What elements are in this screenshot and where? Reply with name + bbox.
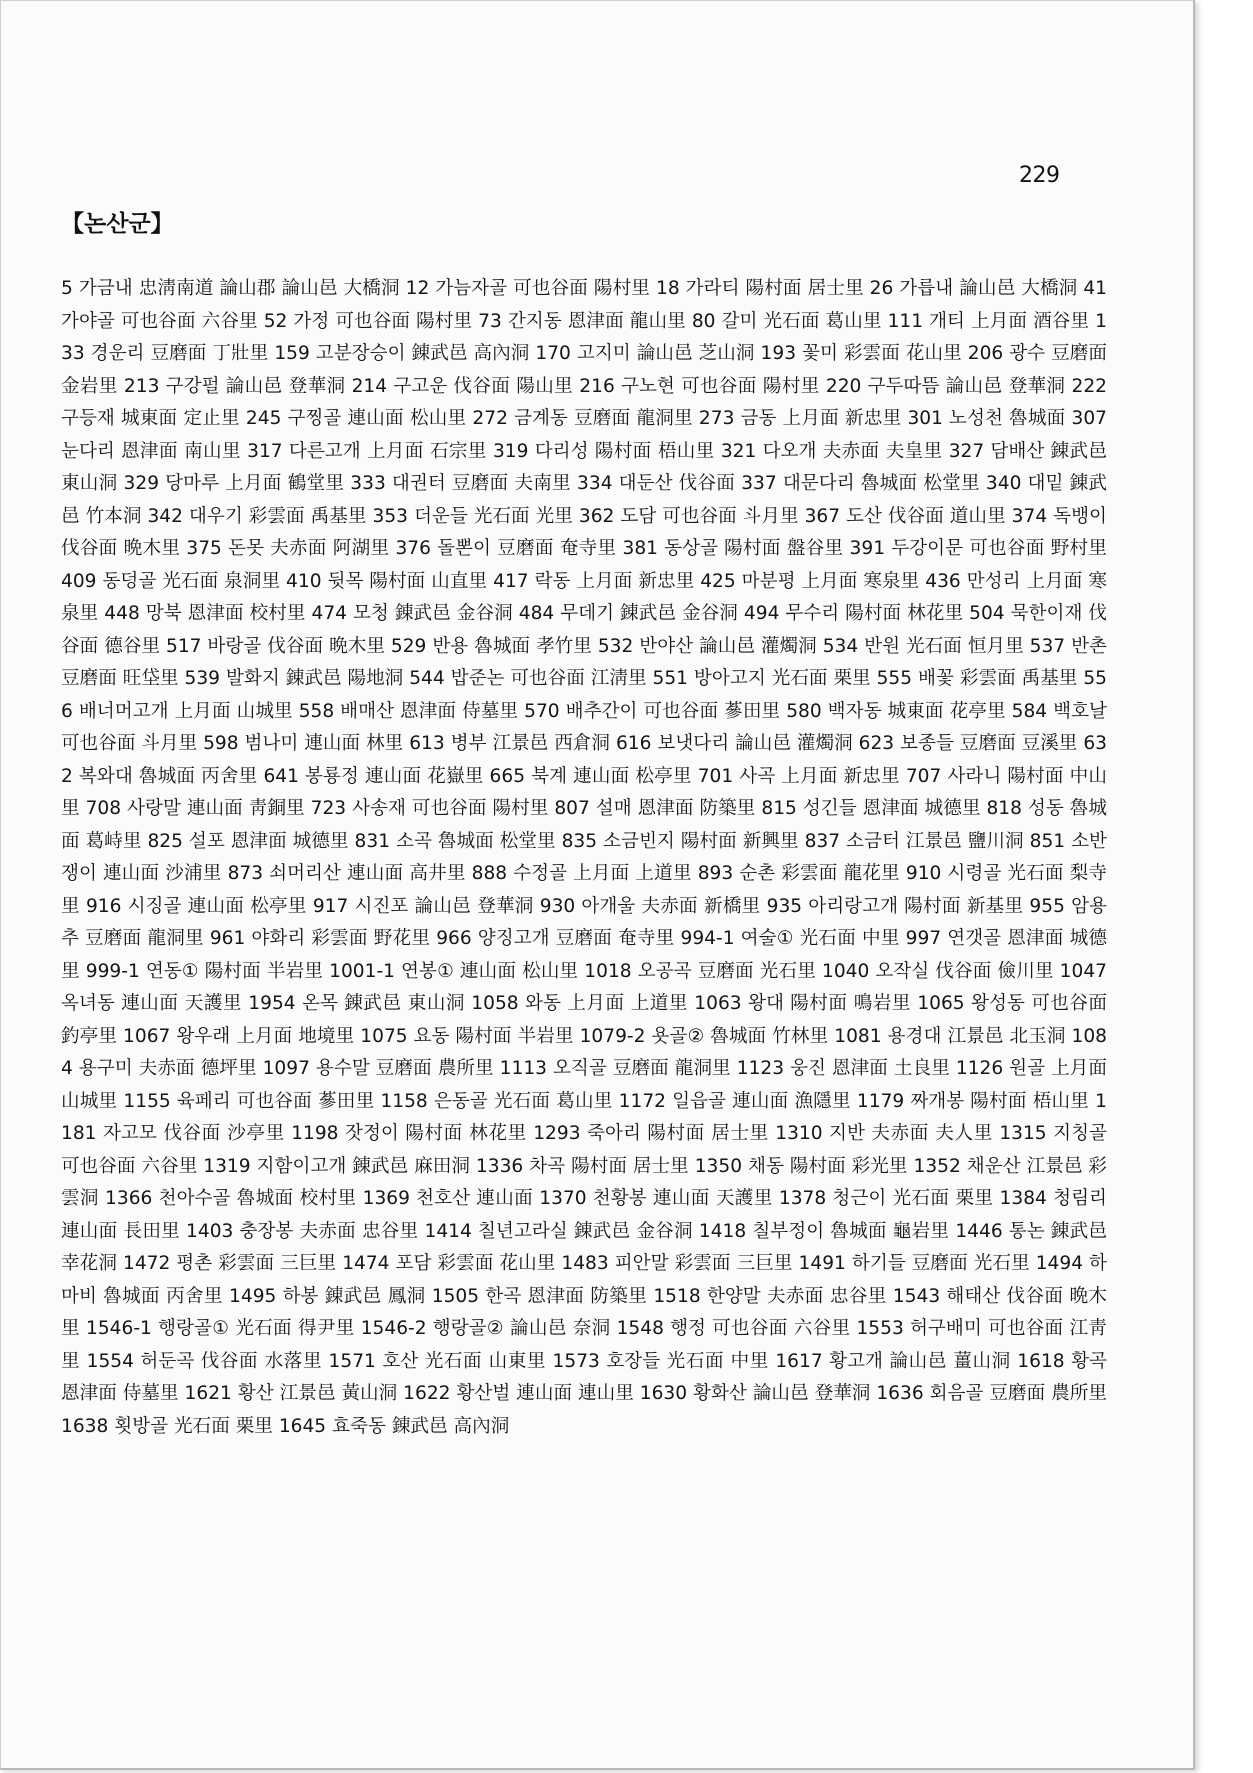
place-name-index-text: 5 가금내 忠淸南道 論山郡 論山邑 大橋洞 12 가늠자골 可也谷面 陽村里 18 가라티 陽村面 居士里 26 가릅내 論山邑 大橋洞 41 가야골 可也谷面 六谷里 52 가정 可也谷面 陽村里 73 간지동 恩津面 龍山里 80 갈미 光石面 葛山里 111 개티 上月面 酒谷里 133 경운리 豆磨面 丁壯里 159 고분장승이 錬武邑 高內洞 170 고지미 論山邑 芝山洞 193 꽃미 彩雲面 花山里 206 광수 豆磨面 金岩里 213 구강펄 論山邑 登華洞 214 구고운 伐谷面 陽山里 216 구노현 可也谷面 陽村里 220 구두따뜸 論山邑 登華洞 222 구등재 城東面 定止里 245 구찡골 連山面 松山里 272 금계동 豆磨面 龍洞里 273 금동 上月面 新忠里 301 노성천 魯城面 307 눈다리 恩津面 南山里 317 다른고개 上月面 石宗里 319 다리성 陽村面 梧山里 321 다오개 夫赤面 夫皇里 327 담배산 錬武邑 東山洞 329 당마루 上月面 鶴堂里 333 대권터 豆磨面 夫南里 334 대둔산 伐谷面 337 대문다리 魯城面 松堂里 340 대밑 錬武邑 竹本洞 342 대우기 彩雲面 禹基里 353 더운들 光石面 光里 362 도담 可也谷面 斗月里 367 도산 伐谷面 道山里 374 독뱅이 伐谷面 晩木里 375 돈못 夫赤面 阿湖里 376 돌뽄이 豆磨面 奄寺里 381 동상골 陽村面 盤谷里 391 두강이문 可也谷面 野村里 409 동덩골 光石面 泉洞里 410 뒷목 陽村面 山直里 417 락동 上月面 新忠里 425 마분평 上月面 寒泉里 436 만성리 上月面 寒泉里 448 망북 恩津面 校村里 474 모청 錬武邑 金谷洞 484 무데기 錬武邑 金谷洞 494 무수리 陽村面 林花里 504 묵한이재 伐谷面 德谷里 517 바랑골 伐谷面 晩木里 529 반용 魯城面 孝竹里 532 반야산 論山邑 灌燭洞 534 반원 光石面 恒月里 537 반촌 豆磨面 旺垈里 539 발화지 錬武邑 陽地洞 544 밥준논 可也谷面 江淸里 551 방아고지 光石面 栗里 555 배꽃 彩雲面 禹基里 556 배너머고개 上月面 山城里 558 배매산 恩津面 侍墓里 570 배추간이 可也谷面 蔘田里 580 백자동 城東面 花亭里 584 백호날 可也谷面 斗月里 598 범나미 連山面 林里 613 병부 江景邑 西倉洞 616 보냇다리 論山邑 灌燭洞 623 보종들 豆磨面 豆溪里 632 복와대 魯城面 丙舍里 641 봉룡정 連山面 花嶽里 665 북계 連山面 松亭里 701 사곡 上月面 新忠里 707 사라니 陽村面 中山里 708 사랑말 連山面 靑銅里 723 사송재 可也谷面 陽村里 807 설매 恩津面 防築里 815 성긴들 恩津面 城德里 818 성동 魯城面 葛峙里 825 설포 恩津面 城德里 831 소곡 魯城面 松堂里 835 소금빈지 陽村面 新興里 837 소금터 江景邑 鹽川洞 851 소반쟁이 連山面 沙浦里 873 쇠머리산 連山面 高井里 888 수정골 上月面 上道里 893 순촌 彩雲面 龍花里 910 시령골 光石面 梨寺里 916 시징골 連山面 松亭里 917 시진포 論山邑 登華洞 930 아개울 夫赤面 新橋里 935 아리랑고개 陽村面 新基里 955 암용추 豆磨面 龍洞里 961 야화리 彩雲面 野花里 966 양징고개 豆磨面 奄寺里 994-1 여술① 光石面 中里 997 연갯골 恩津面 城德里 999-1 연동① 陽村面 半岩里 1001-1 연봉① 連山面 松山里 1018 오공곡 豆磨面 光石里 1040 오작실 伐谷面 儉川里 1047 옥녀동 連山面 天護里 1954 온목 錬武邑 東山洞 1058 와동 上月面 上道里 1063 왕대 陽村面 鳴岩里 1065 왕성동 可也谷面 釣亭里 1067 왕우래 上月面 地境里 1075 요동 陽村面 半岩里 1079-2 욧골② 魯城面 竹林里 1081 용경대 江景邑 北玉洞 1084 용구미 夫赤面 德坪里 1097 용수말 豆磨面 農所里 1113 오직골 豆磨面 龍洞里 1123 웅진 恩津面 土良里 1126 원골 上月面 山城里 1155 육페리 可也谷面 蔘田里 1158 은동골 光石面 葛山里 1172 일읍골 連山面 漁隱里 1179 짜개봉 陽村面 梧山里 1181 자고모 伐谷面 沙亭里 1198 잣정이 陽村面 林花里 1293 죽아리 陽村面 居士里 1310 지반 夫赤面 夫人里 1315 지칭골 可也谷面 六谷里 1319 지함이고개 錬武邑 麻田洞 1336 차곡 陽村面 居士里 1350 채동 陽村面 彩光里 1352 채운산 江景邑 彩雲洞 1366 천아수골 魯城面 校村里 1369 천호산 連山面 1370 천황봉 連山面 天護里 1378 청근이 光石面 栗里 1384 청림리 連山面 長田里 1403 충장봉 夫赤面 忠谷里 1414 칠년고라실 錬武邑 金谷洞 1418 칠부정이 魯城面 龜岩里 1446 통논 錬武邑 幸花洞 1472 평촌 彩雲面 三巨里 1474 포담 彩雲面 花山里 1483 피안말 彩雲面 三巨里 1491 하기들 豆磨面 光石里 1494 하마비 魯城面 丙舍里 1495 하봉 錬武邑 鳳洞 1505 한곡 恩津面 防築里 1518 한양말 夫赤面 忠谷里 1543 해태산 伐谷面 晩木里 1546-1 행랑골① 光石面 得尹里 1546-2 행랑골② 論山邑 奈洞 1548 행정 可也谷面 六谷里 1553 허구배미 可也谷面 江靑里 1554 허둔곡 伐谷面 水落里 1571 호산 光石面 山東里 1573 호장들 光石面 中里 1617 황고개 論山邑 薑山洞 1618 황곡 恩津面 侍墓里 1621 황산 江景邑 黃山洞 1622 황산벌 連山面 連山里 1630 황화산 論山邑 登華洞 1636 회음골 豆磨面 農所里 1638 횟방골 光石面 栗里 1645 효죽동 錬武邑 高內洞 [61, 278, 1107, 1437]
page-number: 229 [1019, 163, 1060, 188]
section-title: 【논산군】 [61, 211, 174, 237]
